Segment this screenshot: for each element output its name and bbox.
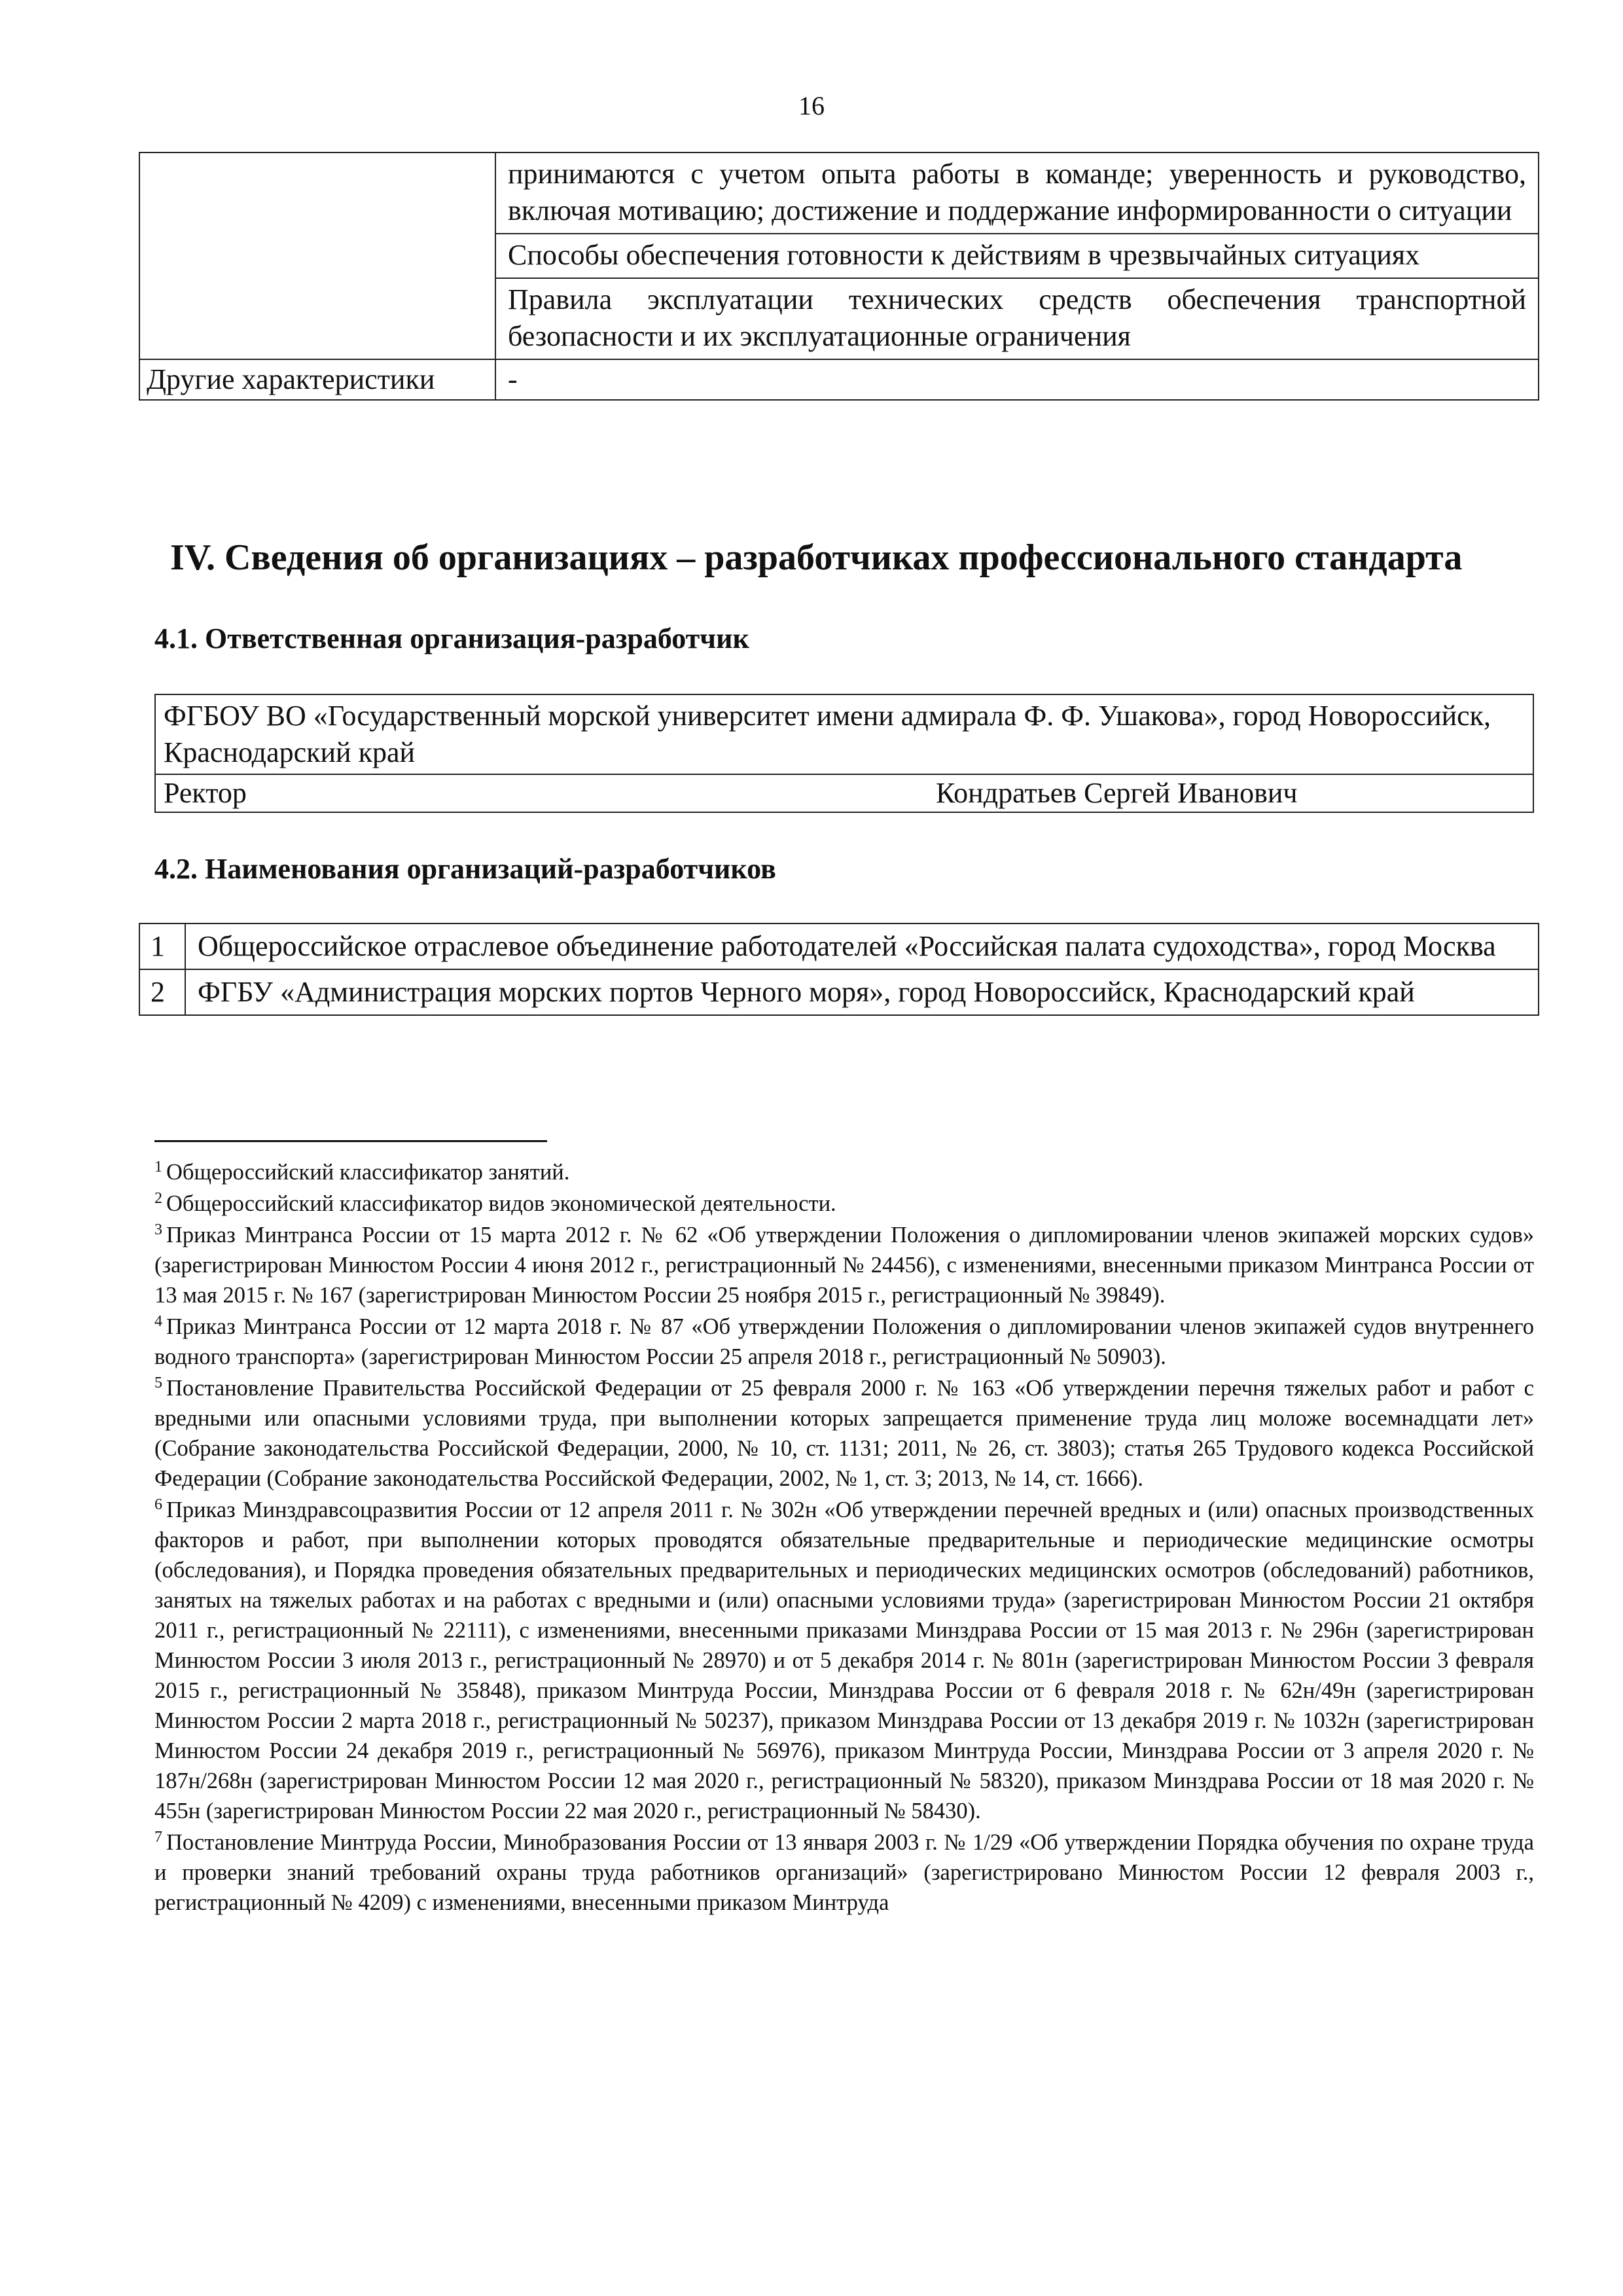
organization-name: ФГБОУ ВО «Государственный морской университет имени адмирала Ф. Ф. Ушакова», город Новороссийск, Краснодарский край: [155, 694, 1533, 774]
head-cell: [155, 774, 1533, 812]
head-person-name: Кондратьев Сергей Иванович: [936, 777, 1298, 809]
other-characteristics-label: Другие характеристики: [139, 359, 495, 400]
table-row: [155, 694, 1533, 774]
developer-name: ФГБУ «Администрация морских портов Черного моря», город Новороссийск, Краснодарский край: [185, 969, 1539, 1015]
footnote: [154, 1220, 1534, 1310]
table-cell-empty: [139, 152, 495, 359]
footnote-mark: 3: [154, 1221, 162, 1238]
table-row: [139, 969, 1539, 1015]
head-position: Ректор: [164, 777, 247, 809]
developers-table: [139, 923, 1539, 1016]
developer-number: 1: [139, 924, 185, 969]
footnote-mark: 5: [154, 1374, 162, 1391]
table-row-other: [139, 359, 1539, 400]
footnote-text: Постановление Правительства Российской Федерации от 25 февраля 2000 г. № 163 «Об утверждении перечня тяжелых работ и работ с вредными или опасными условиями труда, при выполнении которых запрещается применение труда лиц моложе восемнадцати лет» (Собрание законодательства Российской Федерации, 2000, № 10, ст. 1131; 2011, № 26, ст. 3803); статья 265 Трудового кодекса Российской Федерации (Собрание законодательства Российской Федерации, 2002, № 1, ст. 3; 2013, № 14, ст. 1666).: [154, 1376, 1534, 1491]
developer-name: Общероссийское отраслевое объединение работодателей «Российская палата судоходства», город Москва: [185, 924, 1539, 969]
developers-title: 4.2. Наименования организаций-разработчиков: [154, 853, 776, 885]
head-cell-content: [164, 775, 1525, 812]
footnote-mark: 2: [154, 1190, 162, 1207]
footnote-text: Общероссийский классификатор занятий.: [166, 1160, 570, 1185]
footnote-text: Приказ Минздравсоцразвития России от 12 апреля 2011 г. № 302н «Об утверждении перечней вредных и (или) опасных производственных факторов и работ, при выполнении которых проводятся обязательные предварительные и периодические медицинские осмотры (обследования), и Порядка проведения обязательных предварительных и периодических медицинских осмотров (обследований) работников, занятых на тяжелых работах и на работах с вредными и (или) опасными условиями труда» (зарегистрирован Минюстом России 21 октября 2011 г., регистрационный № 22111), с изменениями, внесенными приказами Минздрава России от 15 мая 2013 г. № 296н (зарегистрирован Минюстом России 3 июля 2013 г., регистрационный № 28970) и от 5 декабря 2014 г. № 801н (зарегистрирован Минюстом России 3 февраля 2015 г., регистрационный № 35848), приказом Минтруда России, Минздрава России от 6 февраля 2018 г. № 62н/49н (зарегистрирован Минюстом России 2 марта 2018 г., регистрационный № 50237), приказом Минздрава России от 13 декабря 2019 г. № 1032н (зарегистрирован Минюстом России 24 декабря 2019 г., регистрационный № 56976), приказом Минтруда России, Минздрава России от 3 апреля 2020 г. № 187н/268н (зарегистрирован Минюстом России 12 мая 2020 г., регистрационный № 58320), приказом Минздрава России от 18 мая 2020 г. № 455н (зарегистрирован Минюстом России 22 мая 2020 г., регистрационный № 58430).: [154, 1498, 1534, 1823]
developer-number: 2: [139, 969, 185, 1015]
footnote: [154, 1157, 1534, 1187]
page-number: 16: [798, 91, 825, 120]
table-row: [139, 152, 1539, 234]
footnote-mark: 6: [154, 1496, 162, 1513]
footnote-mark: 4: [154, 1313, 162, 1330]
footnote: [154, 1373, 1534, 1494]
footnote: [154, 1827, 1534, 1918]
footnotes: [154, 1157, 1534, 1919]
characteristics-table: [139, 152, 1539, 401]
responsible-org-title: 4.1. Ответственная организация-разработчик: [154, 622, 749, 655]
footnote-mark: 1: [154, 1158, 162, 1175]
section-title: IV. Сведения об организациях – разработчиках профессионального стандарта: [170, 537, 1463, 578]
footnote: [154, 1189, 1534, 1219]
table-cell-text: Правила эксплуатации технических средств обеспечения транспортной безопасности и их эксплуатационные ограничения: [495, 278, 1539, 359]
table-row: [155, 774, 1533, 812]
footnote-text: Постановление Минтруда России, Минобразования России от 13 января 2003 г. № 1/29 «Об утверждении Порядка обучения по охране труда и проверки знаний требований охраны труда работников организаций» (зарегистрировано Минюстом России 12 февраля 2003 г., регистрационный № 4209) с изменениями, внесенными приказом Минтруда: [154, 1830, 1534, 1915]
responsible-org-table: [154, 694, 1534, 813]
footnote-text: Приказ Минтранса России от 12 марта 2018 г. № 87 «Об утверждении Положения о дипломировании членов экипажей судов внутреннего водного транспорта» (зарегистрирован Минюстом России 25 апреля 2018 г., регистрационный № 50903).: [154, 1314, 1534, 1369]
table-cell-text: Способы обеспечения готовности к действиям в чрезвычайных ситуациях: [495, 234, 1539, 278]
footnote-text: Общероссийский классификатор видов экономической деятельности.: [166, 1191, 836, 1216]
footnote: [154, 1495, 1534, 1826]
table-cell-text: принимаются с учетом опыта работы в команде; уверенность и руководство, включая мотивацию; достижение и поддержание информированности о ситуации: [495, 152, 1539, 234]
footnote-text: Приказ Минтранса России от 15 марта 2012 г. № 62 «Об утверждении Положения о дипломировании членов экипажей морских судов» (зарегистрирован Минюстом России 4 июня 2012 г., регистрационный № 24456), с изменениями, внесенными приказом Минтранса России от 13 мая 2015 г. № 167 (зарегистрирован Минюстом России 25 ноября 2015 г., регистрационный № 39849).: [154, 1223, 1534, 1308]
table-row: [139, 924, 1539, 969]
footnote-mark: 7: [154, 1829, 162, 1846]
footnote-separator: [154, 1140, 547, 1142]
footnote: [154, 1312, 1534, 1372]
other-characteristics-value: -: [495, 359, 1539, 400]
